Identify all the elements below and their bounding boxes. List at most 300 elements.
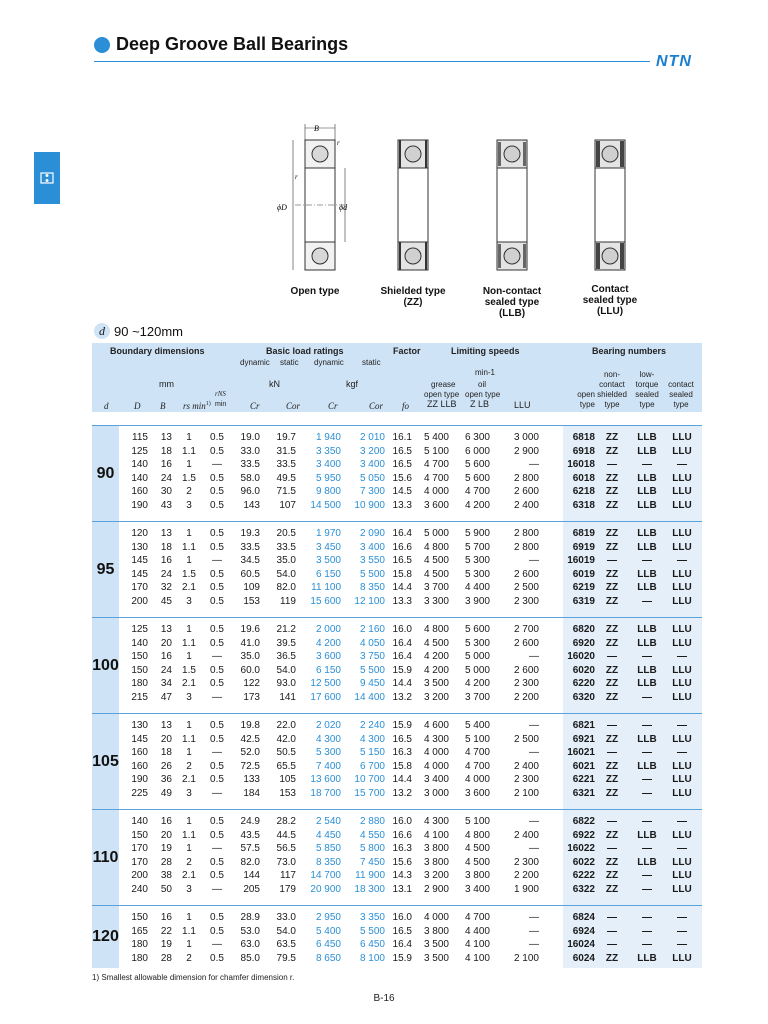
table-cell: 2 600 [513,637,539,649]
hdr-B: B [160,401,166,411]
table-cell: 130 [131,720,148,731]
table-cell: LLU [672,829,692,841]
table-cell: 1 [186,747,192,759]
bore-diameter-cell: 100 [92,618,119,713]
table-cell: 5 850 [315,843,341,855]
table-cell: 5 700 [464,541,490,553]
table-cell: 6020 [572,664,595,676]
table-cell: 50 [160,884,172,895]
table-cell: 6018 [572,472,595,484]
table-cell: ZZ [605,692,619,703]
table-cell: 170 [131,856,148,868]
table-cell: 4 700 [464,912,490,923]
table-cell: 6920 [572,637,595,649]
table-cell: 3 500 [315,555,341,567]
table-cell: LLU [672,788,692,799]
table-cell: 4 700 [464,760,490,772]
table-row [92,883,702,896]
table-cell: 1 [186,555,192,567]
table-cell: 32 [160,582,172,594]
table-cell: 2 300 [513,774,539,786]
table-row [92,637,702,650]
table-cell: 22 [160,925,172,937]
table-cell: 2.1 [182,582,196,594]
group-d-90 [92,425,702,521]
table-cell: 16.6 [392,541,412,553]
table-cell: 63.0 [240,939,260,951]
table-cell: 1.5 [182,664,196,676]
table-cell: 140 [131,459,148,471]
table-cell: 17 600 [310,692,341,703]
table-cell: 4 000 [423,747,449,759]
table-cell: 125 [131,624,148,635]
table-cell: 58.0 [240,472,260,484]
table-cell: 6922 [572,829,595,841]
table-cell: 36 [160,774,172,786]
table-cell: 12 500 [310,678,341,690]
table-cell: 22.0 [276,720,296,731]
table-row [92,856,702,869]
table-row [92,623,702,636]
group-d-120 [92,905,702,968]
table-cell: 6 700 [359,760,385,772]
bore-symbol: d [94,323,110,339]
table-cell: 42.0 [276,733,296,745]
table-cell: 16.5 [392,555,412,567]
table-cell: 28 [160,952,172,964]
table-row [92,911,702,924]
table-cell: 165 [131,925,148,937]
table-row [92,458,702,471]
table-cell: 6019 [572,568,595,580]
table-cell: LLB [637,445,657,457]
table-cell: 2 400 [513,500,539,511]
table-cell: 3 200 [423,692,449,703]
table-cell: 13 [160,720,172,731]
table-cell: — [642,843,652,855]
table-cell: 5 300 [315,747,341,759]
hdr-Cor2: Cor [369,401,384,411]
table-cell: 5 100 [464,816,490,827]
table-cell: 4 500 [423,637,449,649]
table-cell: 6 150 [315,664,341,676]
table-cell: 13.1 [392,884,412,895]
table-cell: — [607,925,617,937]
table-cell: 3 600 [315,651,341,663]
table-cell: — [607,816,617,827]
table-cell: 3 600 [464,788,490,799]
table-cell: — [212,747,222,759]
table-row [92,664,702,677]
dim-r-label: r [337,139,340,147]
table-cell: 240 [131,884,148,895]
table-cell: 3 [186,596,192,607]
table-cell: 5 150 [359,747,385,759]
table-cell: ZZ [605,472,619,484]
table-cell: 4 000 [464,774,490,786]
table-cell: 1 [186,624,192,635]
table-cell: 0.5 [210,760,224,772]
hdr-z-lb: Z LB [470,399,490,409]
table-cell: 0.5 [210,528,224,539]
table-cell: 1.5 [182,568,196,580]
table-cell: 18 700 [310,788,341,799]
table-cell: 3 500 [423,678,449,690]
table-cell: 4 000 [423,486,449,498]
table-cell: 60.0 [240,664,260,676]
table-cell: 16 [160,555,172,567]
table-cell: 150 [131,651,148,663]
table-cell: — [607,459,617,471]
table-cell: 24 [160,664,172,676]
table-cell: 160 [131,760,148,772]
table-cell: 5 950 [315,472,341,484]
table-cell: 4 700 [423,472,449,484]
table-cell: 60.5 [240,568,260,580]
table-cell: 2 200 [513,870,539,882]
table-cell: ZZ [605,664,619,676]
table-cell: — [677,747,687,759]
table-row [92,650,702,663]
hdr-min-unit: min-1 [475,368,496,377]
table-cell: 130 [131,541,148,553]
table-cell: 33.0 [240,445,260,457]
table-row [92,733,702,746]
hdr-rNS: rNS [215,390,226,398]
table-cell: 4 550 [359,829,385,841]
table-cell: 73.0 [276,856,296,868]
table-cell: 24 [160,472,172,484]
table-cell: 50.5 [276,747,296,759]
table-cell: 3 400 [464,884,490,895]
table-row [92,787,702,800]
table-row [92,677,702,690]
table-cell: — [529,459,539,471]
table-cell: LLB [637,486,657,498]
hdr-Cor1: Cor [286,401,301,411]
table-cell: 1 [186,459,192,471]
table-cell: LLB [637,760,657,772]
table-cell: 4 100 [423,829,449,841]
table-cell: ZZ [605,596,619,607]
table-cell: — [677,459,687,471]
table-cell: 16021 [567,747,595,759]
table-cell: — [642,555,652,567]
table-cell: 3 350 [359,912,385,923]
table-cell: 41.0 [240,637,260,649]
table-cell: 5 600 [464,624,490,635]
table-cell: 2.1 [182,774,196,786]
table-cell: 6918 [572,445,595,457]
table-cell: — [529,747,539,759]
table-cell: — [212,843,222,855]
table-cell: LLU [672,472,692,484]
table-row [92,925,702,938]
table-cell: 4 300 [423,733,449,745]
table-cell: 18 [160,747,172,759]
table-cell: 4 200 [464,678,490,690]
table-cell: 180 [131,952,148,964]
table-cell: 18 [160,541,172,553]
table-cell: 13 [160,528,172,539]
table-cell: 4 700 [464,747,490,759]
table-cell: 7 400 [315,760,341,772]
table-cell: 1 [186,528,192,539]
table-cell: 6222 [572,870,595,882]
table-cell: 20 [160,733,172,745]
table-cell: — [607,555,617,567]
table-cell: 36.5 [276,651,296,663]
bore-diameter-cell: 105 [92,714,119,809]
table-cell: 4 200 [423,651,449,663]
table-cell: 0.5 [210,637,224,649]
table-cell: 2 500 [513,582,539,594]
table-row [92,773,702,786]
table-cell: 11 100 [311,582,341,594]
table-cell: 2 240 [359,720,385,731]
table-cell: — [529,843,539,855]
table-cell: 133 [243,774,260,786]
table-cell: LLB [637,856,657,868]
table-cell: 4 200 [423,664,449,676]
table-cell: 13.2 [392,692,412,703]
table-cell: 3 200 [359,445,385,457]
table-cell: LLU [672,486,692,498]
table-cell: 16 [160,816,172,827]
table-cell: 79.5 [276,952,296,964]
table-cell: 33.5 [240,459,260,471]
table-cell: ZZ [605,884,619,895]
table-cell: — [212,555,222,567]
table-cell: 6220 [572,678,595,690]
table-cell: 8 650 [315,952,341,964]
brand-logo: NTN [656,53,692,70]
table-cell: 5 000 [423,528,449,539]
table-cell: 35.0 [276,555,296,567]
table-cell: 141 [279,692,296,703]
table-cell: — [607,720,617,731]
table-cell: 16018 [567,459,595,471]
hdr-D: D [134,401,141,411]
table-cell: 4 700 [423,459,449,471]
table-cell: 0.5 [210,870,224,882]
table-cell: 0.5 [210,582,224,594]
hdr-shield-4: type [604,400,620,409]
table-cell: 145 [131,568,148,580]
table-cell: 6221 [572,774,595,786]
table-cell: 160 [131,747,148,759]
bore-diameter-cell: 120 [92,906,119,968]
table-cell: 3 400 [423,774,449,786]
table-cell: — [529,720,539,731]
table-cell: 16.4 [392,939,412,951]
table-cell: LLU [672,856,692,868]
table-cell: — [529,925,539,937]
table-cell: 2 300 [513,678,539,690]
hdr-shield-3: shielded [597,390,627,399]
table-cell: 160 [131,486,148,498]
table-cell: 11 900 [355,870,385,882]
hdr-oil: oil [478,380,487,389]
hdr-basic: Basic load ratings [266,346,344,356]
table-cell: 2 900 [423,884,449,895]
table-cell: ZZ [605,952,619,964]
table-cell: LLU [672,500,692,511]
table-cell: 3 000 [513,432,539,443]
table-cell: 4 200 [315,637,341,649]
table-cell: 15.9 [392,720,412,731]
table-cell: ZZ [605,856,619,868]
table-row [92,842,702,855]
table-cell: LLU [672,870,692,882]
table-cell: 34 [160,678,172,690]
table-cell: 0.5 [210,445,224,457]
table-cell: 2 [186,952,192,964]
table-cell: 8 100 [359,952,385,964]
table-cell: LLU [672,596,692,607]
table-cell: LLU [672,733,692,745]
table-cell: 2 500 [513,733,539,745]
table-cell: 2 600 [513,568,539,580]
table-cell: 184 [243,788,260,799]
table-cell: 3 [186,884,192,895]
table-cell: 6824 [572,912,595,923]
table-cell: 1.1 [182,445,196,457]
table-cell: 143 [243,500,260,511]
table-cell: 0.5 [210,925,224,937]
table-cell: 47 [160,692,172,703]
table-cell: 0.5 [210,664,224,676]
table-cell: — [642,912,652,923]
table-cell: 0.5 [210,733,224,745]
table-cell: 6319 [572,596,595,607]
table-cell: LLU [672,884,692,895]
table-cell: 1 [186,843,192,855]
table-cell: 13.3 [392,500,412,511]
table-cell: 6022 [572,856,595,868]
table-cell: 2 100 [513,952,539,964]
table-cell: 15.8 [392,760,412,772]
table-cell: 18 300 [354,884,385,895]
group-d-100 [92,617,702,713]
table-cell: 4 000 [423,760,449,772]
table-cell: — [677,555,687,567]
table-cell: 2 000 [315,624,341,635]
table-cell: 14.4 [392,582,412,594]
table-cell: 2 300 [513,596,539,607]
table-cell: 3 800 [423,856,449,868]
table-cell: — [529,555,539,567]
table-cell: 16 [160,459,172,471]
table-cell: 6321 [572,788,595,799]
table-cell: 16.0 [392,624,412,635]
table-cell: 6 450 [359,939,385,951]
table-cell: 3 800 [423,925,449,937]
table-cell: 4 100 [464,939,490,951]
table-cell: 19.7 [276,432,296,443]
hdr-llb-3: sealed [635,390,659,399]
table-cell: 205 [243,884,260,895]
table-cell: 2 400 [513,829,539,841]
table-cell: LLB [637,829,657,841]
table-cell: 9 800 [315,486,341,498]
table-cell: 0.5 [210,472,224,484]
table-cell: 16.4 [392,528,412,539]
table-cell: 16.6 [392,829,412,841]
table-row [92,431,702,444]
table-cell: 6320 [572,692,595,703]
table-cell: LLB [637,568,657,580]
table-cell: 120 [131,528,148,539]
shielded-type-diagram [398,140,428,270]
table-cell: 119 [280,596,296,607]
table-cell: 117 [280,870,296,882]
table-cell: LLB [637,733,657,745]
header-rule [94,61,650,62]
table-cell: ZZ [605,432,619,443]
table-cell: 53.0 [240,925,260,937]
table-cell: — [642,651,652,663]
table-cell: 0.5 [210,856,224,868]
table-cell: — [529,912,539,923]
table-cell: LLB [637,528,657,539]
table-cell: — [212,939,222,951]
table-cell: 4 500 [423,568,449,580]
table-cell: 33.5 [276,459,296,471]
table-cell: 14 500 [310,500,341,511]
table-cell: 20.5 [276,528,296,539]
table-cell: 5 050 [359,472,385,484]
table-cell: — [212,651,222,663]
hdr-Cr1: Cr [250,401,260,411]
table-cell: 3 [186,500,192,511]
table-cell: 6318 [572,500,595,511]
table-cell: 0.5 [210,952,224,964]
table-cell: 5 500 [359,664,385,676]
caption-shielded-type: Shielded type (ZZ) [380,286,446,308]
table-cell: 6924 [572,925,595,937]
table-row [92,541,702,554]
table-row [92,568,702,581]
table-cell: 150 [131,912,148,923]
table-cell: 3 450 [315,541,341,553]
table-cell: 5 600 [464,472,490,484]
table-cell: 16.5 [392,733,412,745]
table-cell: 16.5 [392,459,412,471]
table-row [92,499,702,512]
page-title: Deep Groove Ball Bearings [116,34,349,54]
table-cell: 2 090 [359,528,385,539]
hdr-shield-1: non- [603,370,620,379]
table-cell: 24.9 [240,816,260,827]
table-cell: 4 500 [423,555,449,567]
hdr-grease: grease [431,380,456,389]
table-cell: 16.1 [392,432,412,443]
table-cell: 1 [186,939,192,951]
table-cell: 144 [243,870,260,882]
table-cell: LLU [672,637,692,649]
table-cell: ZZ [605,774,619,786]
table-cell: 0.5 [210,541,224,553]
table-cell: — [677,816,687,827]
table-cell: 49 [160,788,172,799]
table-cell: 5 600 [464,459,490,471]
table-cell: 3 000 [423,788,449,799]
table-row [92,554,702,567]
hdr-factor: Factor [393,346,421,356]
table-cell: 35.0 [240,651,260,663]
dim-phid-label: ϕd [339,203,348,212]
